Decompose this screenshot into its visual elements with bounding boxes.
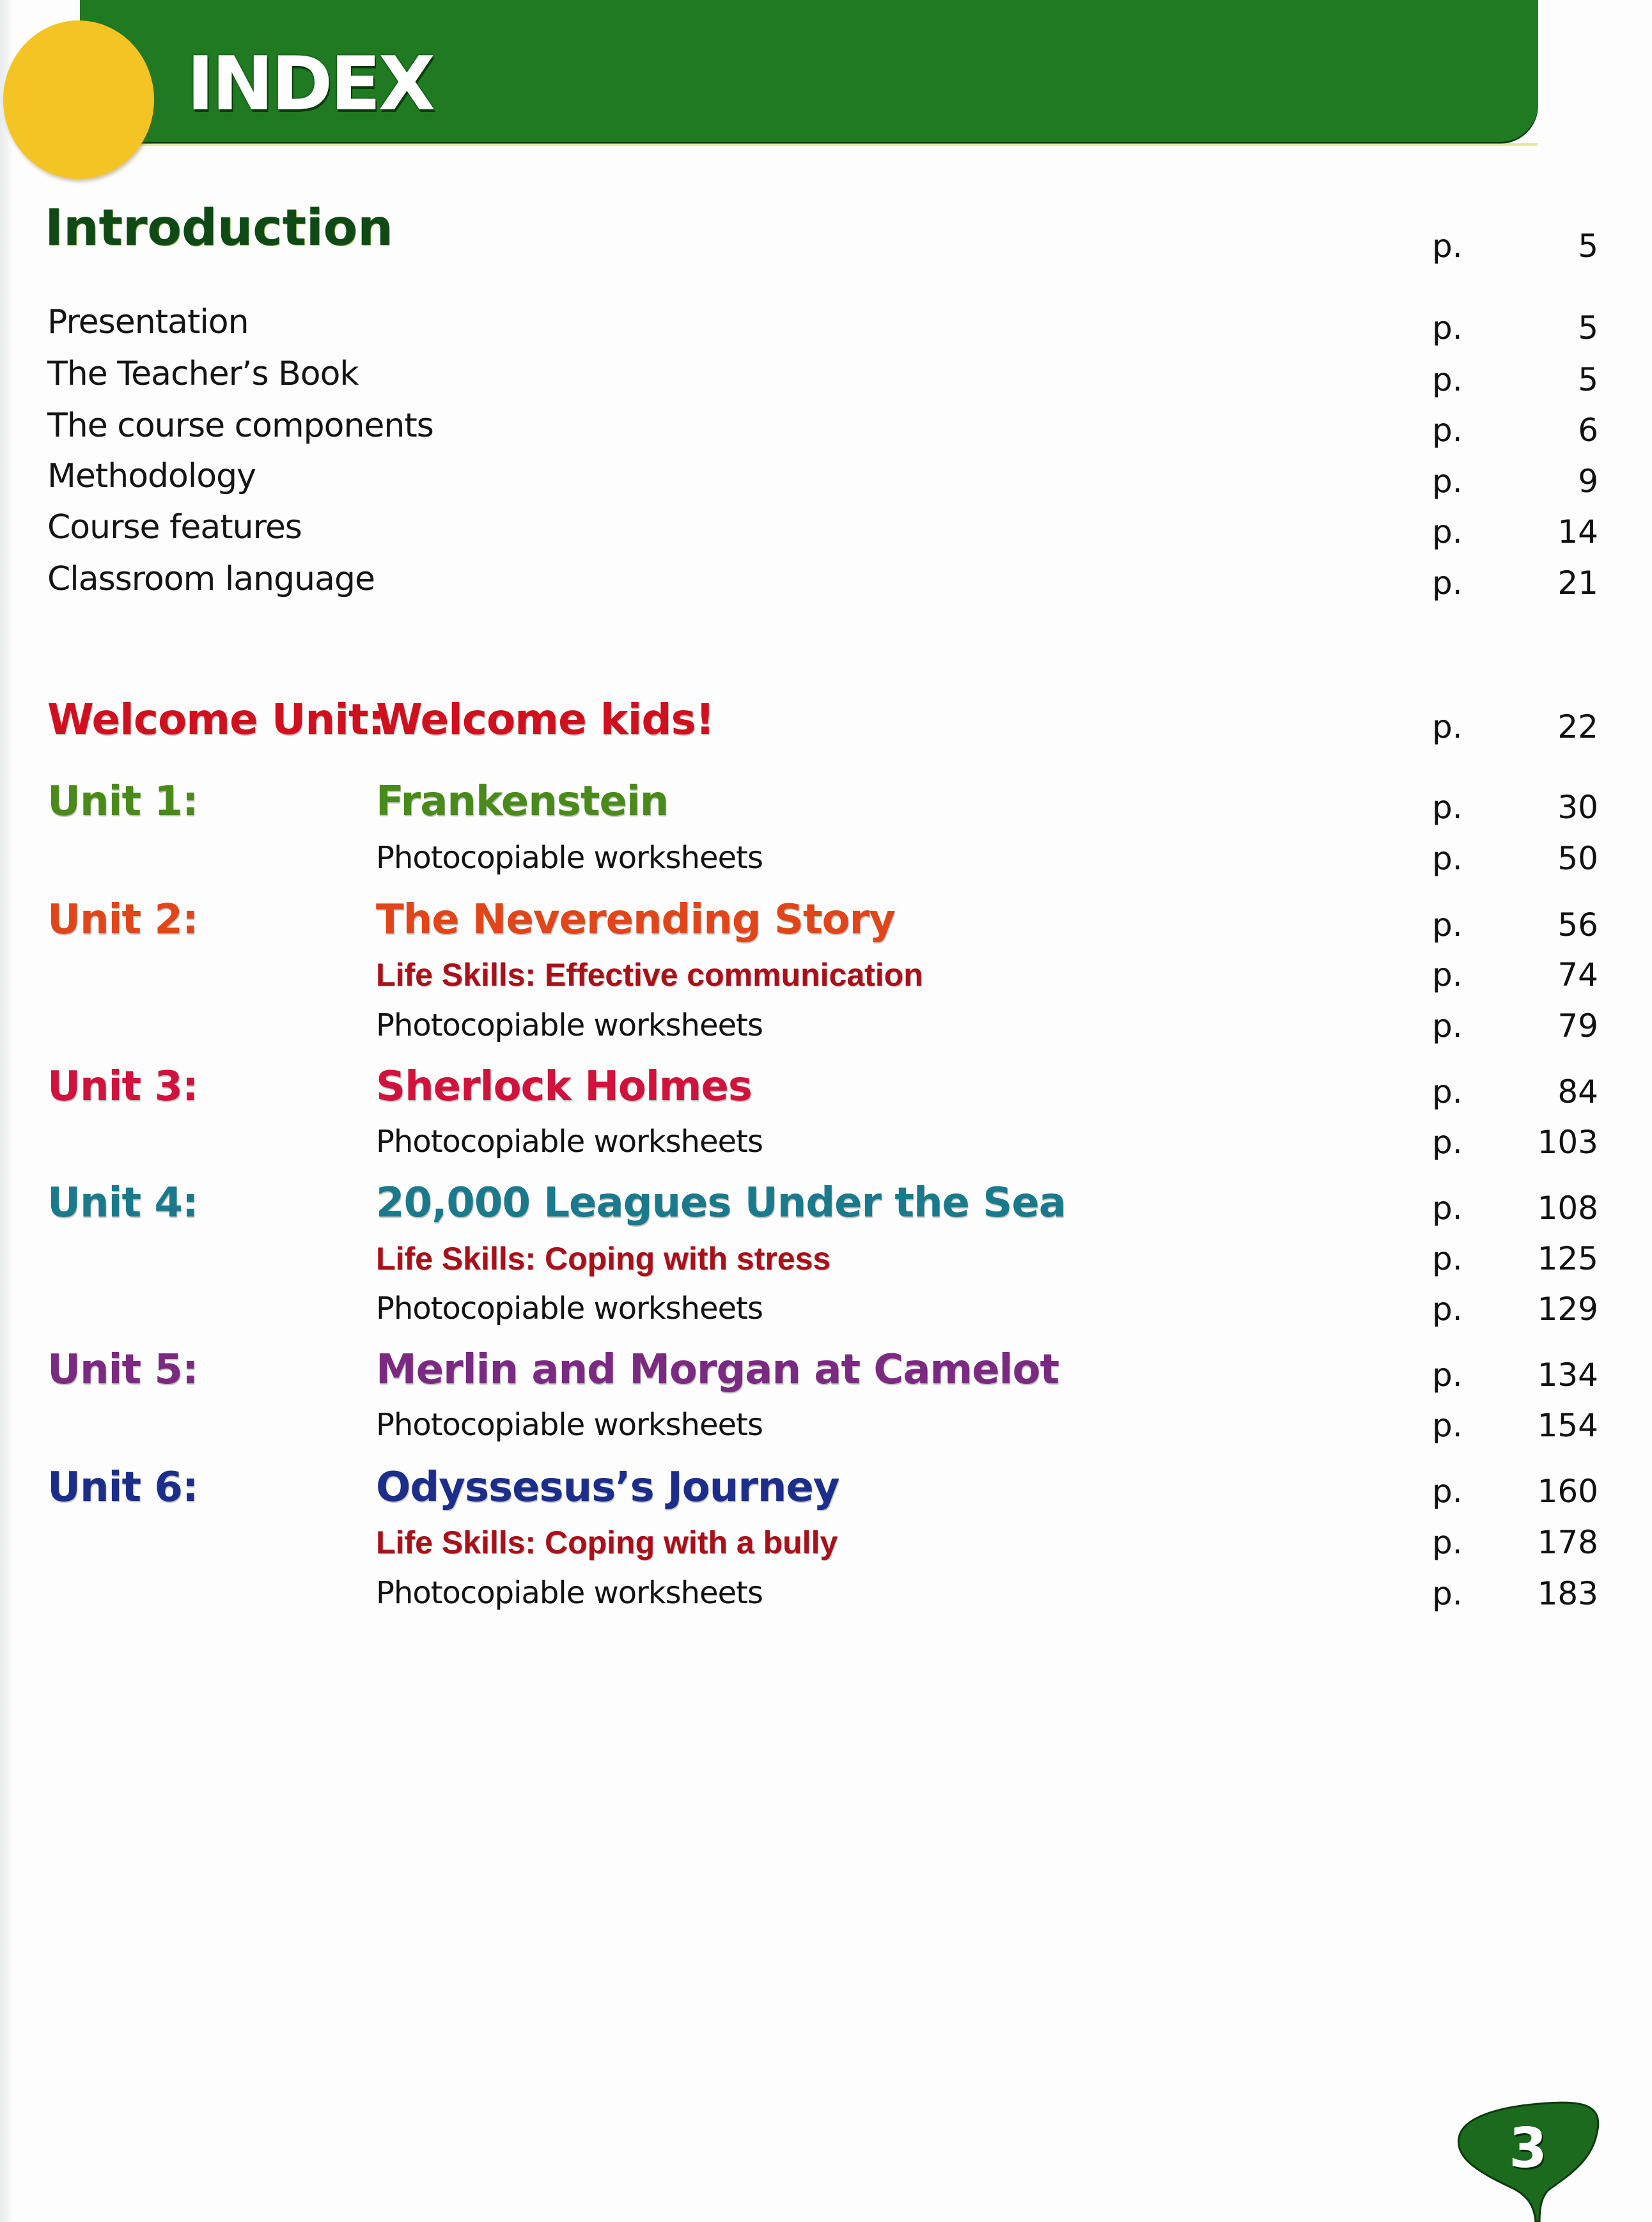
toc-item-classroom-language: Classroom language xyxy=(47,560,375,598)
page-number: 79 xyxy=(1557,1007,1598,1045)
page-number: 178 xyxy=(1537,1524,1598,1561)
page-number: 22 xyxy=(1557,708,1598,745)
page-number: 134 xyxy=(1537,1356,1598,1394)
page-prefix: p. xyxy=(1432,1575,1463,1612)
page-number: 129 xyxy=(1537,1291,1598,1328)
page-number: 5 xyxy=(1578,309,1598,346)
unit-5-worksheets: Photocopiable worksheets xyxy=(376,1407,763,1443)
page-prefix: p. xyxy=(1432,1073,1463,1110)
page-prefix: p. xyxy=(1432,840,1463,877)
page-prefix: p. xyxy=(1432,1291,1463,1328)
page-prefix: p. xyxy=(1432,361,1463,398)
page-prefix: p. xyxy=(1432,956,1463,993)
unit-title-4: 20,000 Leagues Under the Sea xyxy=(376,1179,1066,1227)
toc-item-course-components: The course components xyxy=(47,407,433,445)
unit-label-4: Unit 4: xyxy=(47,1179,198,1227)
page-number: 5 xyxy=(1578,361,1598,398)
page-prefix: p. xyxy=(1432,513,1463,550)
page-prefix: p. xyxy=(1432,1240,1463,1277)
page-prefix: p. xyxy=(1432,1007,1463,1045)
unit-label-1: Unit 1: xyxy=(47,778,198,825)
unit-6-worksheets: Photocopiable worksheets xyxy=(376,1575,763,1611)
page-number: 74 xyxy=(1557,956,1598,993)
page-prefix: p. xyxy=(1432,1473,1463,1510)
page-prefix: p. xyxy=(1432,789,1463,826)
page-number: 6 xyxy=(1578,412,1598,449)
page-number: 154 xyxy=(1537,1407,1598,1444)
page-prefix: p. xyxy=(1432,412,1463,449)
page-number-badge: 3 xyxy=(1509,2117,1547,2180)
page-title: INDEX xyxy=(187,41,433,127)
unit-2-life-skills: Life Skills: Effective communication xyxy=(376,957,923,993)
unit-label-2: Unit 2: xyxy=(47,896,198,944)
introduction-heading: Introduction xyxy=(45,199,393,257)
page-number: 14 xyxy=(1557,513,1598,550)
page-prefix: p. xyxy=(1432,1124,1463,1161)
unit-2-worksheets: Photocopiable worksheets xyxy=(376,1007,763,1043)
unit-title-1: Frankenstein xyxy=(376,778,669,825)
yellow-circle-decoration xyxy=(3,20,154,179)
unit-label-5: Unit 5: xyxy=(47,1346,198,1394)
page-number: 84 xyxy=(1557,1073,1598,1110)
page-prefix: p. xyxy=(1432,564,1463,602)
unit-title-5: Merlin and Morgan at Camelot xyxy=(376,1346,1059,1394)
page-edge-shadow xyxy=(0,0,14,2222)
page-number: 21 xyxy=(1557,564,1598,602)
toc-item-teachers-book: The Teacher’s Book xyxy=(47,355,359,393)
page-prefix: p. xyxy=(1432,708,1463,745)
unit-3-worksheets: Photocopiable worksheets xyxy=(376,1124,763,1160)
page-prefix: p. xyxy=(1432,1356,1463,1394)
unit-4-worksheets: Photocopiable worksheets xyxy=(376,1291,763,1326)
page-prefix: p. xyxy=(1432,1407,1463,1444)
unit-label-3: Unit 3: xyxy=(47,1063,198,1110)
unit-4-life-skills: Life Skills: Coping with stress xyxy=(376,1241,831,1277)
page-number: 9 xyxy=(1578,463,1598,500)
unit-label-6: Unit 6: xyxy=(47,1464,198,1511)
page-prefix: p. xyxy=(1432,1190,1463,1227)
unit-title-6: Odyssesus’s Journey xyxy=(376,1464,839,1511)
page-prefix: p. xyxy=(1432,906,1463,944)
page-number: 108 xyxy=(1537,1190,1598,1227)
page-prefix: p. xyxy=(1432,463,1463,500)
unit-title-3: Sherlock Holmes xyxy=(376,1063,752,1110)
page-number: 50 xyxy=(1557,840,1598,877)
toc-item-presentation: Presentation xyxy=(47,303,249,341)
page-prefix: p. xyxy=(1432,228,1463,265)
page-number: 103 xyxy=(1537,1124,1598,1161)
page-prefix: p. xyxy=(1432,309,1463,346)
unit-6-life-skills: Life Skills: Coping with a bully xyxy=(376,1525,838,1560)
page-prefix: p. xyxy=(1432,1524,1463,1561)
unit-label-welcome: Welcome Unit: xyxy=(47,695,384,744)
page-number: 160 xyxy=(1537,1473,1598,1510)
page-number: 183 xyxy=(1537,1575,1598,1612)
page-number: 30 xyxy=(1557,789,1598,826)
unit-title-welcome: Welcome kids! xyxy=(376,695,714,744)
page-number: 5 xyxy=(1578,228,1598,265)
unit-1-worksheets: Photocopiable worksheets xyxy=(376,840,763,876)
page-number: 125 xyxy=(1537,1240,1598,1277)
toc-item-methodology: Methodology xyxy=(47,457,256,495)
toc-item-course-features: Course features xyxy=(47,508,302,547)
unit-title-2: The Neverending Story xyxy=(376,896,895,944)
page-number: 56 xyxy=(1557,906,1598,944)
